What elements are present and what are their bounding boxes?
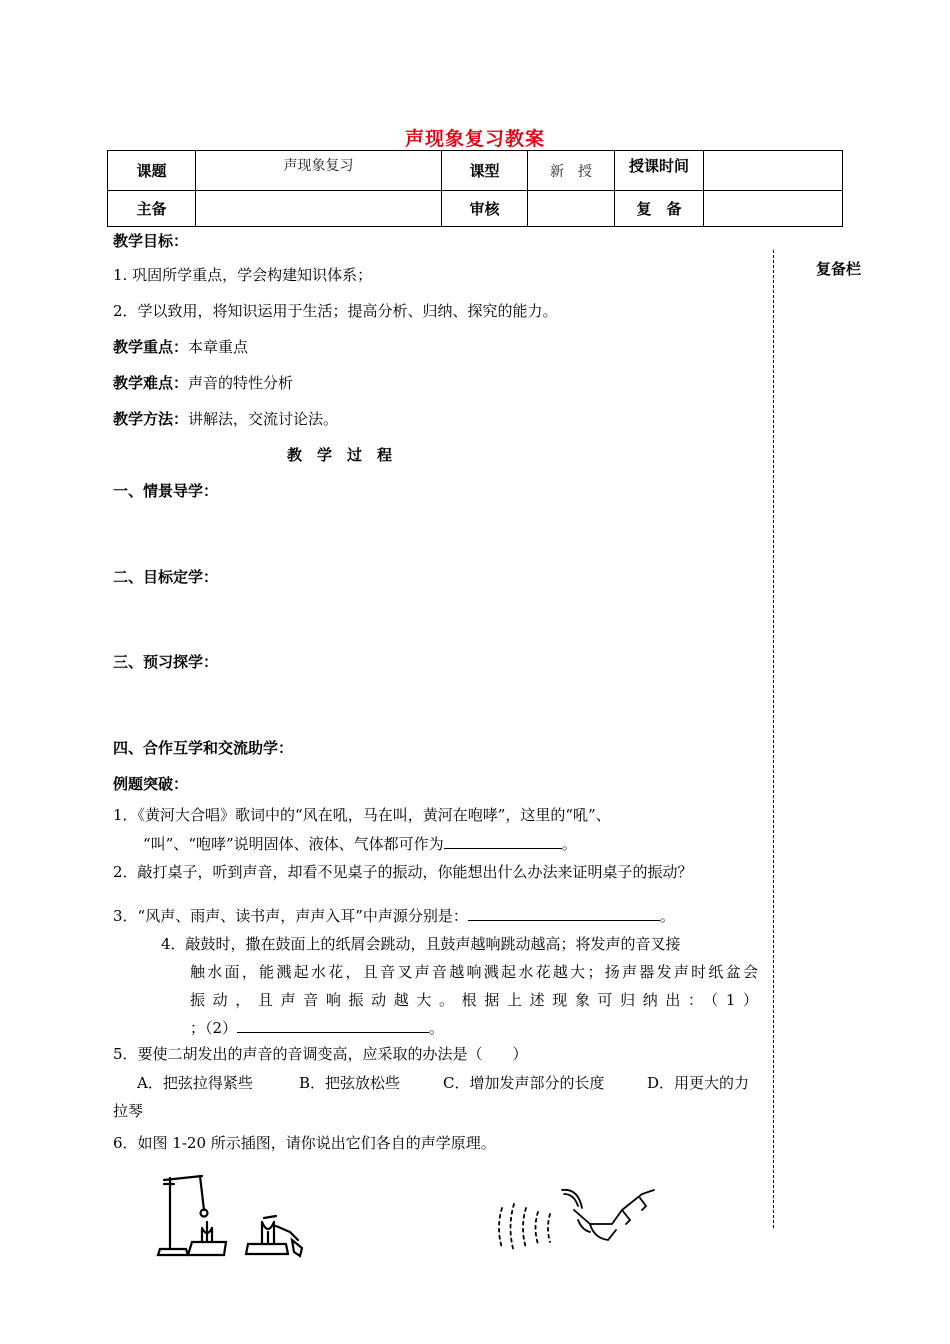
option-c: C．增加发声部分的长度 (443, 1074, 605, 1092)
question-5: 5．要使二胡发出的声音的音调变高，应采取的办法是（ ） (113, 1045, 528, 1063)
lesson-type-value: 新 授 (528, 151, 615, 191)
question-3 (113, 905, 675, 926)
tuning-fork-illustration (150, 1170, 320, 1265)
question-1-end: 。 (561, 835, 577, 853)
reviewer-label: 审核 (442, 191, 528, 227)
re-prep-label: 复 备 (615, 191, 704, 227)
header-row-2 (108, 191, 843, 227)
answer-blank (468, 906, 660, 921)
goal-2: 2．学以致用，将知识运用于生活；提高分析、归纳、探究的能力。 (113, 302, 558, 320)
preparer-label: 主备 (108, 191, 196, 227)
question-6: 6．如图 1-20 所示插图，请你说出它们各自的声学原理。 (113, 1134, 496, 1152)
document-title: 声现象复习教案 (404, 128, 545, 150)
lesson-type-label: 课型 (442, 151, 528, 191)
question-1-text: “叫”、“咆哮”说明固体、液体、气体都可作为 (143, 835, 444, 853)
question-4-line-4 (190, 1017, 444, 1038)
question-4-line-2: 触水面，能溅起水花，且音叉声音越响溅起水花越大；扬声器发声时纸盆会 (190, 963, 758, 981)
focus-label: 教学重点： (113, 338, 189, 356)
goal-1: 1. 巩固所学重点，学会构建知识体系； (113, 266, 373, 284)
answer-blank (444, 834, 562, 849)
method-line (113, 408, 338, 429)
goals-heading: 教学目标： (113, 232, 189, 250)
class-time-value (704, 151, 843, 191)
option-a: A．把弦拉得紧些 (137, 1074, 253, 1092)
header-table (107, 150, 843, 227)
method-value: 讲解法，交流讨论法。 (188, 410, 339, 428)
method-label: 教学方法： (113, 410, 189, 428)
focus-value: 本章重点 (188, 338, 249, 356)
difficulty-line (113, 372, 293, 393)
examples-heading: 例题突破： (113, 775, 189, 793)
section-3-heading: 三、预习探学： (113, 653, 219, 671)
reviewer-value (528, 191, 615, 227)
question-4-part2-label: ；（2） (190, 1019, 238, 1037)
side-divider (773, 250, 774, 1228)
option-d: D．用更大的力 (647, 1074, 750, 1092)
question-1-line-1: 1．《黄河大合唱》歌词中的“风在吼，马在叫，黄河在咆哮”，这里的“吼”、 (113, 806, 611, 824)
process-heading: 教 学 过 程 (287, 446, 393, 464)
side-column-label: 复备栏 (816, 260, 862, 278)
class-time-label: 授课时间 (615, 151, 704, 191)
question-4-end: 。 (429, 1019, 445, 1037)
topic-label: 课题 (108, 151, 196, 191)
header-row-1 (108, 151, 843, 191)
answer-blank (237, 1018, 429, 1033)
option-b: B．把弦放松些 (299, 1074, 401, 1092)
difficulty-label: 教学难点： (113, 374, 189, 392)
question-4-line-1: 4．敲鼓时，撒在鼓面上的纸屑会跳动，且鼓声越响跳动越高；将发声的音叉接 (161, 935, 681, 953)
question-5-wrap: 拉琴 (113, 1102, 144, 1120)
preparer-value (196, 191, 442, 227)
question-1-line-2 (143, 833, 577, 854)
bat-echolocation-illustration (490, 1180, 665, 1265)
question-3-text: 3．“风声、雨声、读书声，声声入耳”中声源分别是： (113, 907, 468, 925)
question-3-end: 。 (659, 907, 675, 925)
re-prep-value (704, 191, 843, 227)
section-1-heading: 一、情景导学： (113, 482, 219, 500)
difficulty-value: 声音的特性分析 (188, 374, 294, 392)
question-4-line-3: 振动，且声音响振动越大。根据上述现象可归纳出：（1） (190, 991, 758, 1009)
question-2: 2．敲打桌子，听到声音，却看不见桌子的振动，你能想出什么办法来证明桌子的振动？ (113, 863, 693, 881)
section-4-heading: 四、合作互学和交流助学： (113, 739, 294, 757)
topic-value: 声现象复习 (196, 151, 442, 191)
section-2-heading: 二、目标定学： (113, 568, 219, 586)
focus-line (113, 336, 248, 357)
